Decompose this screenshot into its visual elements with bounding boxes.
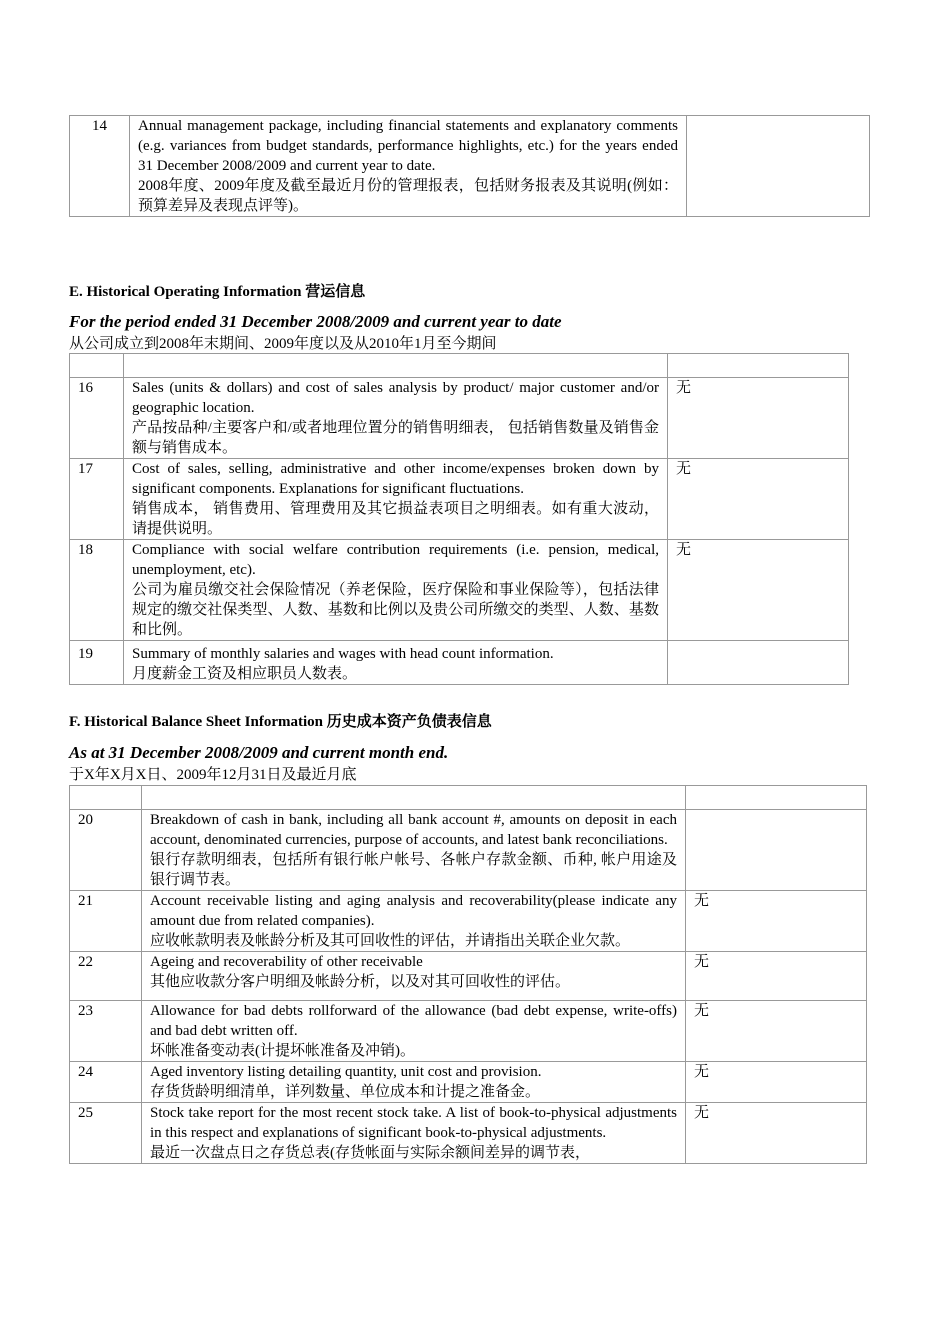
items-table-f <box>69 785 867 1164</box>
items-table-e <box>69 353 849 685</box>
item-description-zh: 产品按品种/主要客户和/或者地理位置分的销售明细表， 包括销售数量及销售金额与销售成本。 <box>132 420 659 456</box>
table-row <box>70 1001 867 1062</box>
table-row <box>70 116 870 217</box>
item-number: 20 <box>70 810 142 891</box>
table-row <box>70 1062 867 1103</box>
table-header-row <box>70 786 867 810</box>
item-description <box>142 1001 686 1062</box>
item-description <box>142 891 686 952</box>
section-f-period-zh: 于X年X月X日、2009年12月31日及最近月底 <box>69 767 357 783</box>
item-status: 无 <box>668 540 849 641</box>
item-description-zh: 月度薪金工资及相应职员人数表。 <box>132 666 358 682</box>
item-number: 14 <box>70 116 130 217</box>
item-status: 无 <box>686 891 867 952</box>
item-description-en: Compliance with social welfare contribution requirements (i.e. pension, medical, unemployment, etc). <box>132 542 659 578</box>
item-description-en: Summary of monthly salaries and wages with head count information. <box>132 646 554 662</box>
item-status: 无 <box>668 378 849 459</box>
item-number: 17 <box>70 459 124 540</box>
table-row <box>70 641 849 685</box>
table-row <box>70 540 849 641</box>
table-row <box>70 810 867 891</box>
table-row <box>70 1103 867 1164</box>
item-description-en: Account receivable listing and aging analysis and recoverability(please indicate any amount due from related companies). <box>150 893 677 929</box>
item-status <box>686 810 867 891</box>
item-number: 25 <box>70 1103 142 1164</box>
item-number: 18 <box>70 540 124 641</box>
item-status <box>687 116 870 217</box>
section-f-heading: F. Historical Balance Sheet Information 历史成本资产负债表信息 <box>69 714 492 730</box>
item-description <box>124 459 668 540</box>
item-description-en: Cost of sales, selling, administrative and other income/expenses broken down by significant components. Explanations for significant fluctuations. <box>132 461 659 497</box>
table-row <box>70 459 849 540</box>
item-description <box>142 1103 686 1164</box>
section-e-period-en: For the period ended 31 December 2008/2009 and current year to date <box>69 312 562 331</box>
table-row <box>70 891 867 952</box>
item-number: 16 <box>70 378 124 459</box>
table-header-row <box>70 354 849 378</box>
item-number: 22 <box>70 952 142 1001</box>
item-status: 无 <box>686 1103 867 1164</box>
item-description-en: Aged inventory listing detailing quantity, unit cost and provision. <box>150 1064 542 1080</box>
table-row <box>70 378 849 459</box>
item-description-zh: 2008年度、2009年度及截至最近月份的管理报表，包括财务报表及其说明(例如：预算差异及表现点评等)。 <box>138 178 678 214</box>
item-description <box>124 540 668 641</box>
item-description-en: Ageing and recoverability of other receivable <box>150 954 423 970</box>
item-status <box>668 641 849 685</box>
item-number: 19 <box>70 641 124 685</box>
item-description-en: Allowance for bad debts rollforward of the allowance (bad debt expense, write-offs) and bad debt written off. <box>150 1003 677 1039</box>
item-description <box>142 810 686 891</box>
item-description-en: Annual management package, including financial statements and explanatory comments (e.g. variances from budget standards, performance highlights, etc.) for the years ended 31 December 2008/2009 and current year to date. <box>138 118 678 174</box>
item-number: 21 <box>70 891 142 952</box>
item-status: 无 <box>668 459 849 540</box>
item-description-zh: 银行存款明细表，包括所有银行帐户帐号、各帐户存款金额、币种, 帐户用途及银行调节表。 <box>150 852 677 888</box>
item-description-zh: 坏帐准备变动表(计提坏帐准备及冲销)。 <box>150 1043 415 1059</box>
item-description-zh: 销售成本， 销售费用、管理费用及其它损益表项目之明细表。如有重大波动，请提供说明。 <box>132 501 659 537</box>
item-description <box>130 116 687 217</box>
item-description-zh: 公司为雇员缴交社会保险情况（养老保险，医疗保险和事业保险等），包括法律规定的缴交社保类型、人数、基数和比例以及贵公司所缴交的类型、人数、基数和比例。 <box>132 582 659 638</box>
item-description <box>124 641 668 685</box>
items-table-d <box>69 115 870 217</box>
section-e-period-zh: 从公司成立到2008年末期间、2009年度以及从2010年1月至今期间 <box>69 336 497 352</box>
table-row <box>70 952 867 1001</box>
item-description-en: Stock take report for the most recent stock take. A list of book-to-physical adjustments in this respect and explanations of significant book-to-physical adjustments. <box>150 1105 677 1141</box>
item-status: 无 <box>686 1062 867 1103</box>
item-description-en: Sales (units & dollars) and cost of sales analysis by product/ major customer and/or geographic location. <box>132 380 659 416</box>
section-e-heading: E. Historical Operating Information 营运信息 <box>69 284 366 300</box>
item-description <box>124 378 668 459</box>
section-f-period-en: As at 31 December 2008/2009 and current month end. <box>69 743 449 762</box>
item-description-zh: 最近一次盘点日之存货总表(存货帐面与实际余额间差异的调节表， <box>150 1145 590 1161</box>
item-description <box>142 952 686 1001</box>
item-description-zh: 存货货龄明细清单，详列数量、单位成本和计提之准备金。 <box>150 1084 541 1100</box>
item-number: 24 <box>70 1062 142 1103</box>
item-description-en: Breakdown of cash in bank, including all bank account #, amounts on deposit in each account, denominated currencies, purpose of accounts, and latest bank reconciliations. <box>150 812 677 848</box>
item-status: 无 <box>686 952 867 1001</box>
item-description <box>142 1062 686 1103</box>
item-description-zh: 应收帐款明表及帐龄分析及其可回收性的评估，并请指出关联企业欠款。 <box>150 933 631 949</box>
item-number: 23 <box>70 1001 142 1062</box>
item-status: 无 <box>686 1001 867 1062</box>
item-description-zh: 其他应收款分客户明细及帐龄分析，以及对其可回收性的评估。 <box>150 974 571 990</box>
